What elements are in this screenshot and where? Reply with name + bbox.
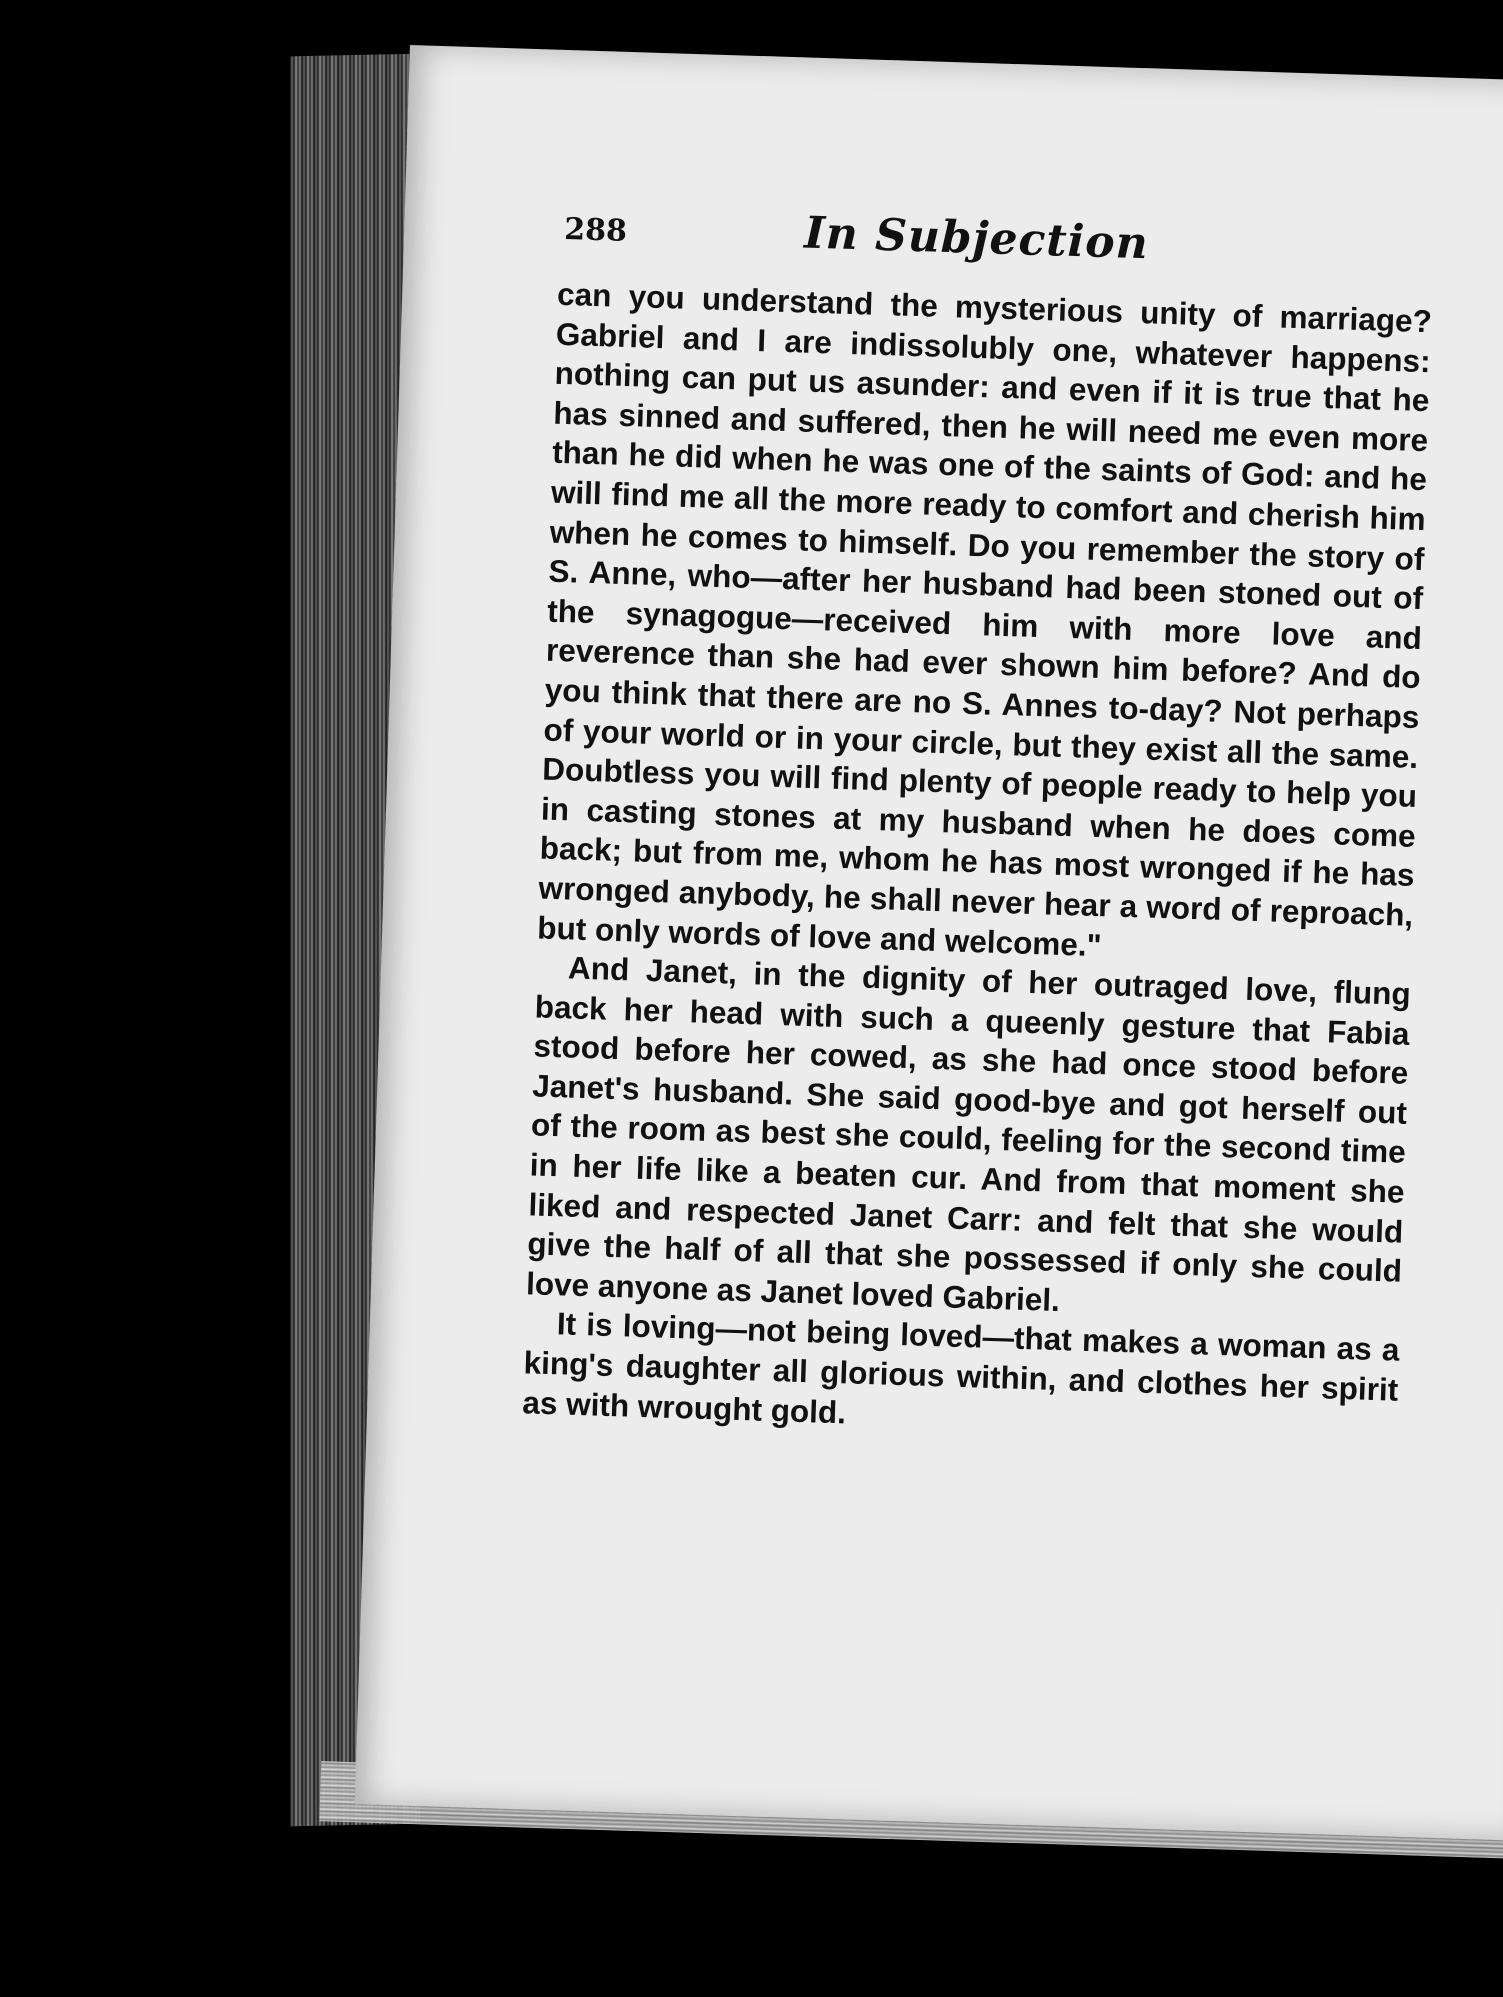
running-head (563, 200, 1464, 288)
book-page (355, 45, 1503, 1841)
paragraph-1: can you understand the mysterious unity of marriage? Gabriel and I are indissolubly one, whatever happens: nothing can put us asunder: and even if it is true that he has sinned and suffered, then he will need me even more than he did when he was one of the saints of God: and he will find me all the more ready to comfort and cherish him when he comes to himself. Do you remember the story of S. Anne, who—after her husband had been stoned out of the synagogue—received him with more love and reverence than she had ever shown him before? And do you think that there are no S. Annes to-day? Not perhaps of your world or in your circle, but they exist all the same. Doubtless you will find plenty of people ready to help you in casting stones at my husband when he does come back; but from me, whom he has most wronged if he has wronged anybody, he shall never hear a word of reproach, but only words of love and welcome." (536, 275, 1433, 963)
running-title: In Subjection (803, 207, 1150, 270)
paragraph-3: It is loving—not being loved—that makes a woman as a king's daughter all glorious within, and clothes her spirit as with wrought gold. (521, 1305, 1401, 1430)
paragraph-2: And Janet, in the dignity of her outraged love, flung back her head with such a queenly gesture that Fabia stood before her cowed, as she had once stood before Janet's husband. She said good-bye and got herself out of the room as best she could, feeling for the second time in her life like a beaten cur. And from that moment she liked and respected Janet Carr: and felt that she would give the half of all that she possessed if only she could love anyone as Janet loved Gabriel. (525, 949, 1412, 1318)
page-number: 288 (563, 211, 628, 249)
body-text (522, 275, 1433, 1450)
